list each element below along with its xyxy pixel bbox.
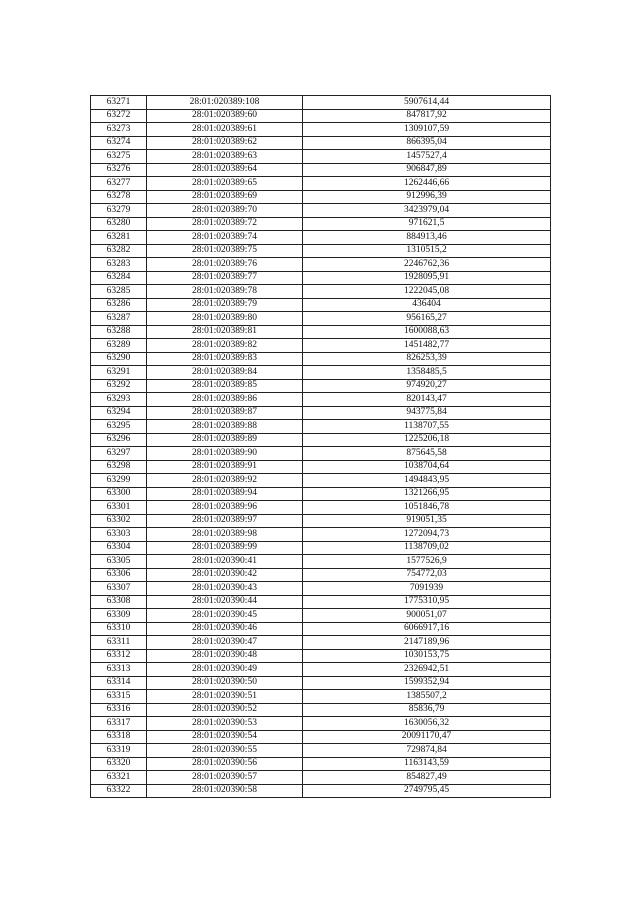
row-number-cell: 63303 (91, 528, 147, 542)
table-row (91, 271, 551, 285)
row-number-cell: 63281 (91, 231, 147, 245)
cadastral-number-cell: 28:01:020389:70 (147, 204, 303, 218)
value-cell: 436404 (303, 298, 551, 312)
row-number-cell: 63317 (91, 717, 147, 731)
row-number-cell: 63294 (91, 406, 147, 420)
table-row (91, 379, 551, 393)
table-row (91, 109, 551, 123)
cadastral-number-cell: 28:01:020389:108 (147, 96, 303, 110)
row-number-cell: 63320 (91, 757, 147, 771)
value-cell: 847817,92 (303, 109, 551, 123)
table-row (91, 676, 551, 690)
row-number-cell: 63272 (91, 109, 147, 123)
row-number-cell: 63275 (91, 150, 147, 164)
row-number-cell: 63314 (91, 676, 147, 690)
value-cell: 1451482,77 (303, 339, 551, 353)
row-number-cell: 63311 (91, 636, 147, 650)
cadastral-number-cell: 28:01:020390:54 (147, 730, 303, 744)
value-cell: 1358485,5 (303, 366, 551, 380)
row-number-cell: 63299 (91, 474, 147, 488)
value-cell: 3423979,04 (303, 204, 551, 218)
value-cell: 974920,27 (303, 379, 551, 393)
value-cell: 1630056,32 (303, 717, 551, 731)
row-number-cell: 63312 (91, 649, 147, 663)
cadastral-number-cell: 28:01:020390:49 (147, 663, 303, 677)
cadastral-number-cell: 28:01:020389:79 (147, 298, 303, 312)
table-row (91, 96, 551, 110)
cadastral-number-cell: 28:01:020390:45 (147, 609, 303, 623)
row-number-cell: 63283 (91, 258, 147, 272)
row-number-cell: 63297 (91, 447, 147, 461)
cadastral-number-cell: 28:01:020389:92 (147, 474, 303, 488)
cadastral-number-cell: 28:01:020390:46 (147, 622, 303, 636)
row-number-cell: 63278 (91, 190, 147, 204)
row-number-cell: 63280 (91, 217, 147, 231)
value-cell: 1577526,9 (303, 555, 551, 569)
row-number-cell: 63274 (91, 136, 147, 150)
row-number-cell: 63276 (91, 163, 147, 177)
value-cell: 900051,07 (303, 609, 551, 623)
table-row (91, 312, 551, 326)
row-number-cell: 63322 (91, 784, 147, 798)
table-row (91, 366, 551, 380)
value-cell: 1038704,64 (303, 460, 551, 474)
table-row (91, 595, 551, 609)
cadastral-number-cell: 28:01:020390:57 (147, 771, 303, 785)
table-row (91, 190, 551, 204)
table-row (91, 460, 551, 474)
cadastral-number-cell: 28:01:020389:75 (147, 244, 303, 258)
table-row (91, 217, 551, 231)
value-cell: 875645,58 (303, 447, 551, 461)
row-number-cell: 63290 (91, 352, 147, 366)
table-row (91, 757, 551, 771)
row-number-cell: 63286 (91, 298, 147, 312)
table-row (91, 744, 551, 758)
row-number-cell: 63271 (91, 96, 147, 110)
cadastral-number-cell: 28:01:020389:72 (147, 217, 303, 231)
row-number-cell: 63273 (91, 123, 147, 137)
row-number-cell: 63292 (91, 379, 147, 393)
value-cell: 20091170,47 (303, 730, 551, 744)
value-cell: 866395,04 (303, 136, 551, 150)
table-row (91, 177, 551, 191)
row-number-cell: 63306 (91, 568, 147, 582)
cadastral-number-cell: 28:01:020389:80 (147, 312, 303, 326)
table-row (91, 406, 551, 420)
table-row (91, 447, 551, 461)
cadastral-number-cell: 28:01:020389:83 (147, 352, 303, 366)
row-number-cell: 63302 (91, 514, 147, 528)
table-row (91, 150, 551, 164)
value-cell: 1225206,18 (303, 433, 551, 447)
table-row (91, 717, 551, 731)
cadastral-number-cell: 28:01:020389:60 (147, 109, 303, 123)
row-number-cell: 63321 (91, 771, 147, 785)
value-cell: 919051,35 (303, 514, 551, 528)
row-number-cell: 63288 (91, 325, 147, 339)
table-row (91, 771, 551, 785)
cadastral-number-cell: 28:01:020389:85 (147, 379, 303, 393)
row-number-cell: 63315 (91, 690, 147, 704)
row-number-cell: 63285 (91, 285, 147, 299)
value-cell: 85836,79 (303, 703, 551, 717)
value-cell: 6066917,16 (303, 622, 551, 636)
cadastral-number-cell: 28:01:020389:77 (147, 271, 303, 285)
row-number-cell: 63277 (91, 177, 147, 191)
value-cell: 754772,03 (303, 568, 551, 582)
table-row (91, 487, 551, 501)
cadastral-number-cell: 28:01:020389:76 (147, 258, 303, 272)
row-number-cell: 63319 (91, 744, 147, 758)
table-row (91, 420, 551, 434)
table-row (91, 136, 551, 150)
value-cell: 820143,47 (303, 393, 551, 407)
cadastral-number-cell: 28:01:020389:62 (147, 136, 303, 150)
row-number-cell: 63304 (91, 541, 147, 555)
row-number-cell: 63291 (91, 366, 147, 380)
value-cell: 1600088,63 (303, 325, 551, 339)
cadastral-number-cell: 28:01:020389:90 (147, 447, 303, 461)
value-cell: 854827,49 (303, 771, 551, 785)
row-number-cell: 63308 (91, 595, 147, 609)
value-cell: 1030153,75 (303, 649, 551, 663)
cadastral-number-cell: 28:01:020389:61 (147, 123, 303, 137)
value-cell: 2246762,36 (303, 258, 551, 272)
value-cell: 884913,46 (303, 231, 551, 245)
cadastral-number-cell: 28:01:020389:84 (147, 366, 303, 380)
table-row (91, 582, 551, 596)
table-row (91, 622, 551, 636)
table-row (91, 474, 551, 488)
table-row (91, 501, 551, 515)
table-row (91, 352, 551, 366)
cadastral-number-cell: 28:01:020389:82 (147, 339, 303, 353)
cadastral-number-cell: 28:01:020389:86 (147, 393, 303, 407)
cadastral-number-cell: 28:01:020389:99 (147, 541, 303, 555)
cadastral-number-cell: 28:01:020389:74 (147, 231, 303, 245)
row-number-cell: 63289 (91, 339, 147, 353)
cadastral-value-table (90, 95, 551, 798)
row-number-cell: 63293 (91, 393, 147, 407)
table-row (91, 690, 551, 704)
table-row (91, 609, 551, 623)
cadastral-number-cell: 28:01:020390:48 (147, 649, 303, 663)
cadastral-number-cell: 28:01:020389:88 (147, 420, 303, 434)
cadastral-number-cell: 28:01:020389:69 (147, 190, 303, 204)
value-cell: 1321266,95 (303, 487, 551, 501)
cadastral-number-cell: 28:01:020389:94 (147, 487, 303, 501)
table-row (91, 298, 551, 312)
table-row (91, 231, 551, 245)
table-row (91, 433, 551, 447)
row-number-cell: 63295 (91, 420, 147, 434)
cadastral-number-cell: 28:01:020389:78 (147, 285, 303, 299)
table-row (91, 204, 551, 218)
cadastral-number-cell: 28:01:020390:41 (147, 555, 303, 569)
value-cell: 2326942,51 (303, 663, 551, 677)
table-row (91, 528, 551, 542)
value-cell: 5907614,44 (303, 96, 551, 110)
table-row (91, 730, 551, 744)
value-cell: 1775310,95 (303, 595, 551, 609)
table-row (91, 555, 551, 569)
cadastral-number-cell: 28:01:020389:65 (147, 177, 303, 191)
value-cell: 1599352,94 (303, 676, 551, 690)
value-cell: 1138707,55 (303, 420, 551, 434)
row-number-cell: 63305 (91, 555, 147, 569)
cadastral-number-cell: 28:01:020390:55 (147, 744, 303, 758)
cadastral-number-cell: 28:01:020389:64 (147, 163, 303, 177)
row-number-cell: 63309 (91, 609, 147, 623)
value-cell: 1385507,2 (303, 690, 551, 704)
cadastral-number-cell: 28:01:020389:89 (147, 433, 303, 447)
cadastral-number-cell: 28:01:020389:91 (147, 460, 303, 474)
row-number-cell: 63316 (91, 703, 147, 717)
cadastral-number-cell: 28:01:020390:43 (147, 582, 303, 596)
table-body (91, 96, 551, 798)
value-cell: 826253,39 (303, 352, 551, 366)
cadastral-number-cell: 28:01:020390:52 (147, 703, 303, 717)
value-cell: 1138709,02 (303, 541, 551, 555)
table-row (91, 393, 551, 407)
cadastral-number-cell: 28:01:020389:87 (147, 406, 303, 420)
table-row (91, 703, 551, 717)
cadastral-number-cell: 28:01:020390:51 (147, 690, 303, 704)
table-row (91, 244, 551, 258)
table-row (91, 649, 551, 663)
table-row (91, 784, 551, 798)
value-cell: 943775,84 (303, 406, 551, 420)
row-number-cell: 63287 (91, 312, 147, 326)
cadastral-number-cell: 28:01:020389:63 (147, 150, 303, 164)
cadastral-number-cell: 28:01:020389:98 (147, 528, 303, 542)
row-number-cell: 63313 (91, 663, 147, 677)
cadastral-number-cell: 28:01:020390:58 (147, 784, 303, 798)
row-number-cell: 63284 (91, 271, 147, 285)
row-number-cell: 63318 (91, 730, 147, 744)
cadastral-number-cell: 28:01:020390:44 (147, 595, 303, 609)
value-cell: 1272094,73 (303, 528, 551, 542)
table-row (91, 285, 551, 299)
value-cell: 2147189,96 (303, 636, 551, 650)
value-cell: 906847,89 (303, 163, 551, 177)
cadastral-number-cell: 28:01:020389:81 (147, 325, 303, 339)
row-number-cell: 63296 (91, 433, 147, 447)
table-row (91, 514, 551, 528)
cadastral-number-cell: 28:01:020390:56 (147, 757, 303, 771)
value-cell: 729874,84 (303, 744, 551, 758)
cadastral-number-cell: 28:01:020390:42 (147, 568, 303, 582)
value-cell: 1457527,4 (303, 150, 551, 164)
cadastral-number-cell: 28:01:020390:50 (147, 676, 303, 690)
row-number-cell: 63301 (91, 501, 147, 515)
value-cell: 1051846,78 (303, 501, 551, 515)
table-row (91, 163, 551, 177)
table-row (91, 123, 551, 137)
table-row (91, 541, 551, 555)
value-cell: 7091939 (303, 582, 551, 596)
cadastral-number-cell: 28:01:020390:53 (147, 717, 303, 731)
row-number-cell: 63282 (91, 244, 147, 258)
cadastral-number-cell: 28:01:020389:97 (147, 514, 303, 528)
table-row (91, 568, 551, 582)
table-row (91, 325, 551, 339)
value-cell: 1310515,2 (303, 244, 551, 258)
table-row (91, 663, 551, 677)
row-number-cell: 63300 (91, 487, 147, 501)
value-cell: 971621,5 (303, 217, 551, 231)
value-cell: 956165,27 (303, 312, 551, 326)
value-cell: 1262446,66 (303, 177, 551, 191)
value-cell: 1222045,08 (303, 285, 551, 299)
value-cell: 1494843,95 (303, 474, 551, 488)
row-number-cell: 63298 (91, 460, 147, 474)
table-row (91, 258, 551, 272)
value-cell: 1928095,91 (303, 271, 551, 285)
value-cell: 2749795,45 (303, 784, 551, 798)
row-number-cell: 63307 (91, 582, 147, 596)
value-cell: 1163143,59 (303, 757, 551, 771)
cadastral-number-cell: 28:01:020389:96 (147, 501, 303, 515)
value-cell: 912996,39 (303, 190, 551, 204)
table-row (91, 636, 551, 650)
row-number-cell: 63310 (91, 622, 147, 636)
row-number-cell: 63279 (91, 204, 147, 218)
cadastral-number-cell: 28:01:020390:47 (147, 636, 303, 650)
value-cell: 1309107,59 (303, 123, 551, 137)
table-row (91, 339, 551, 353)
